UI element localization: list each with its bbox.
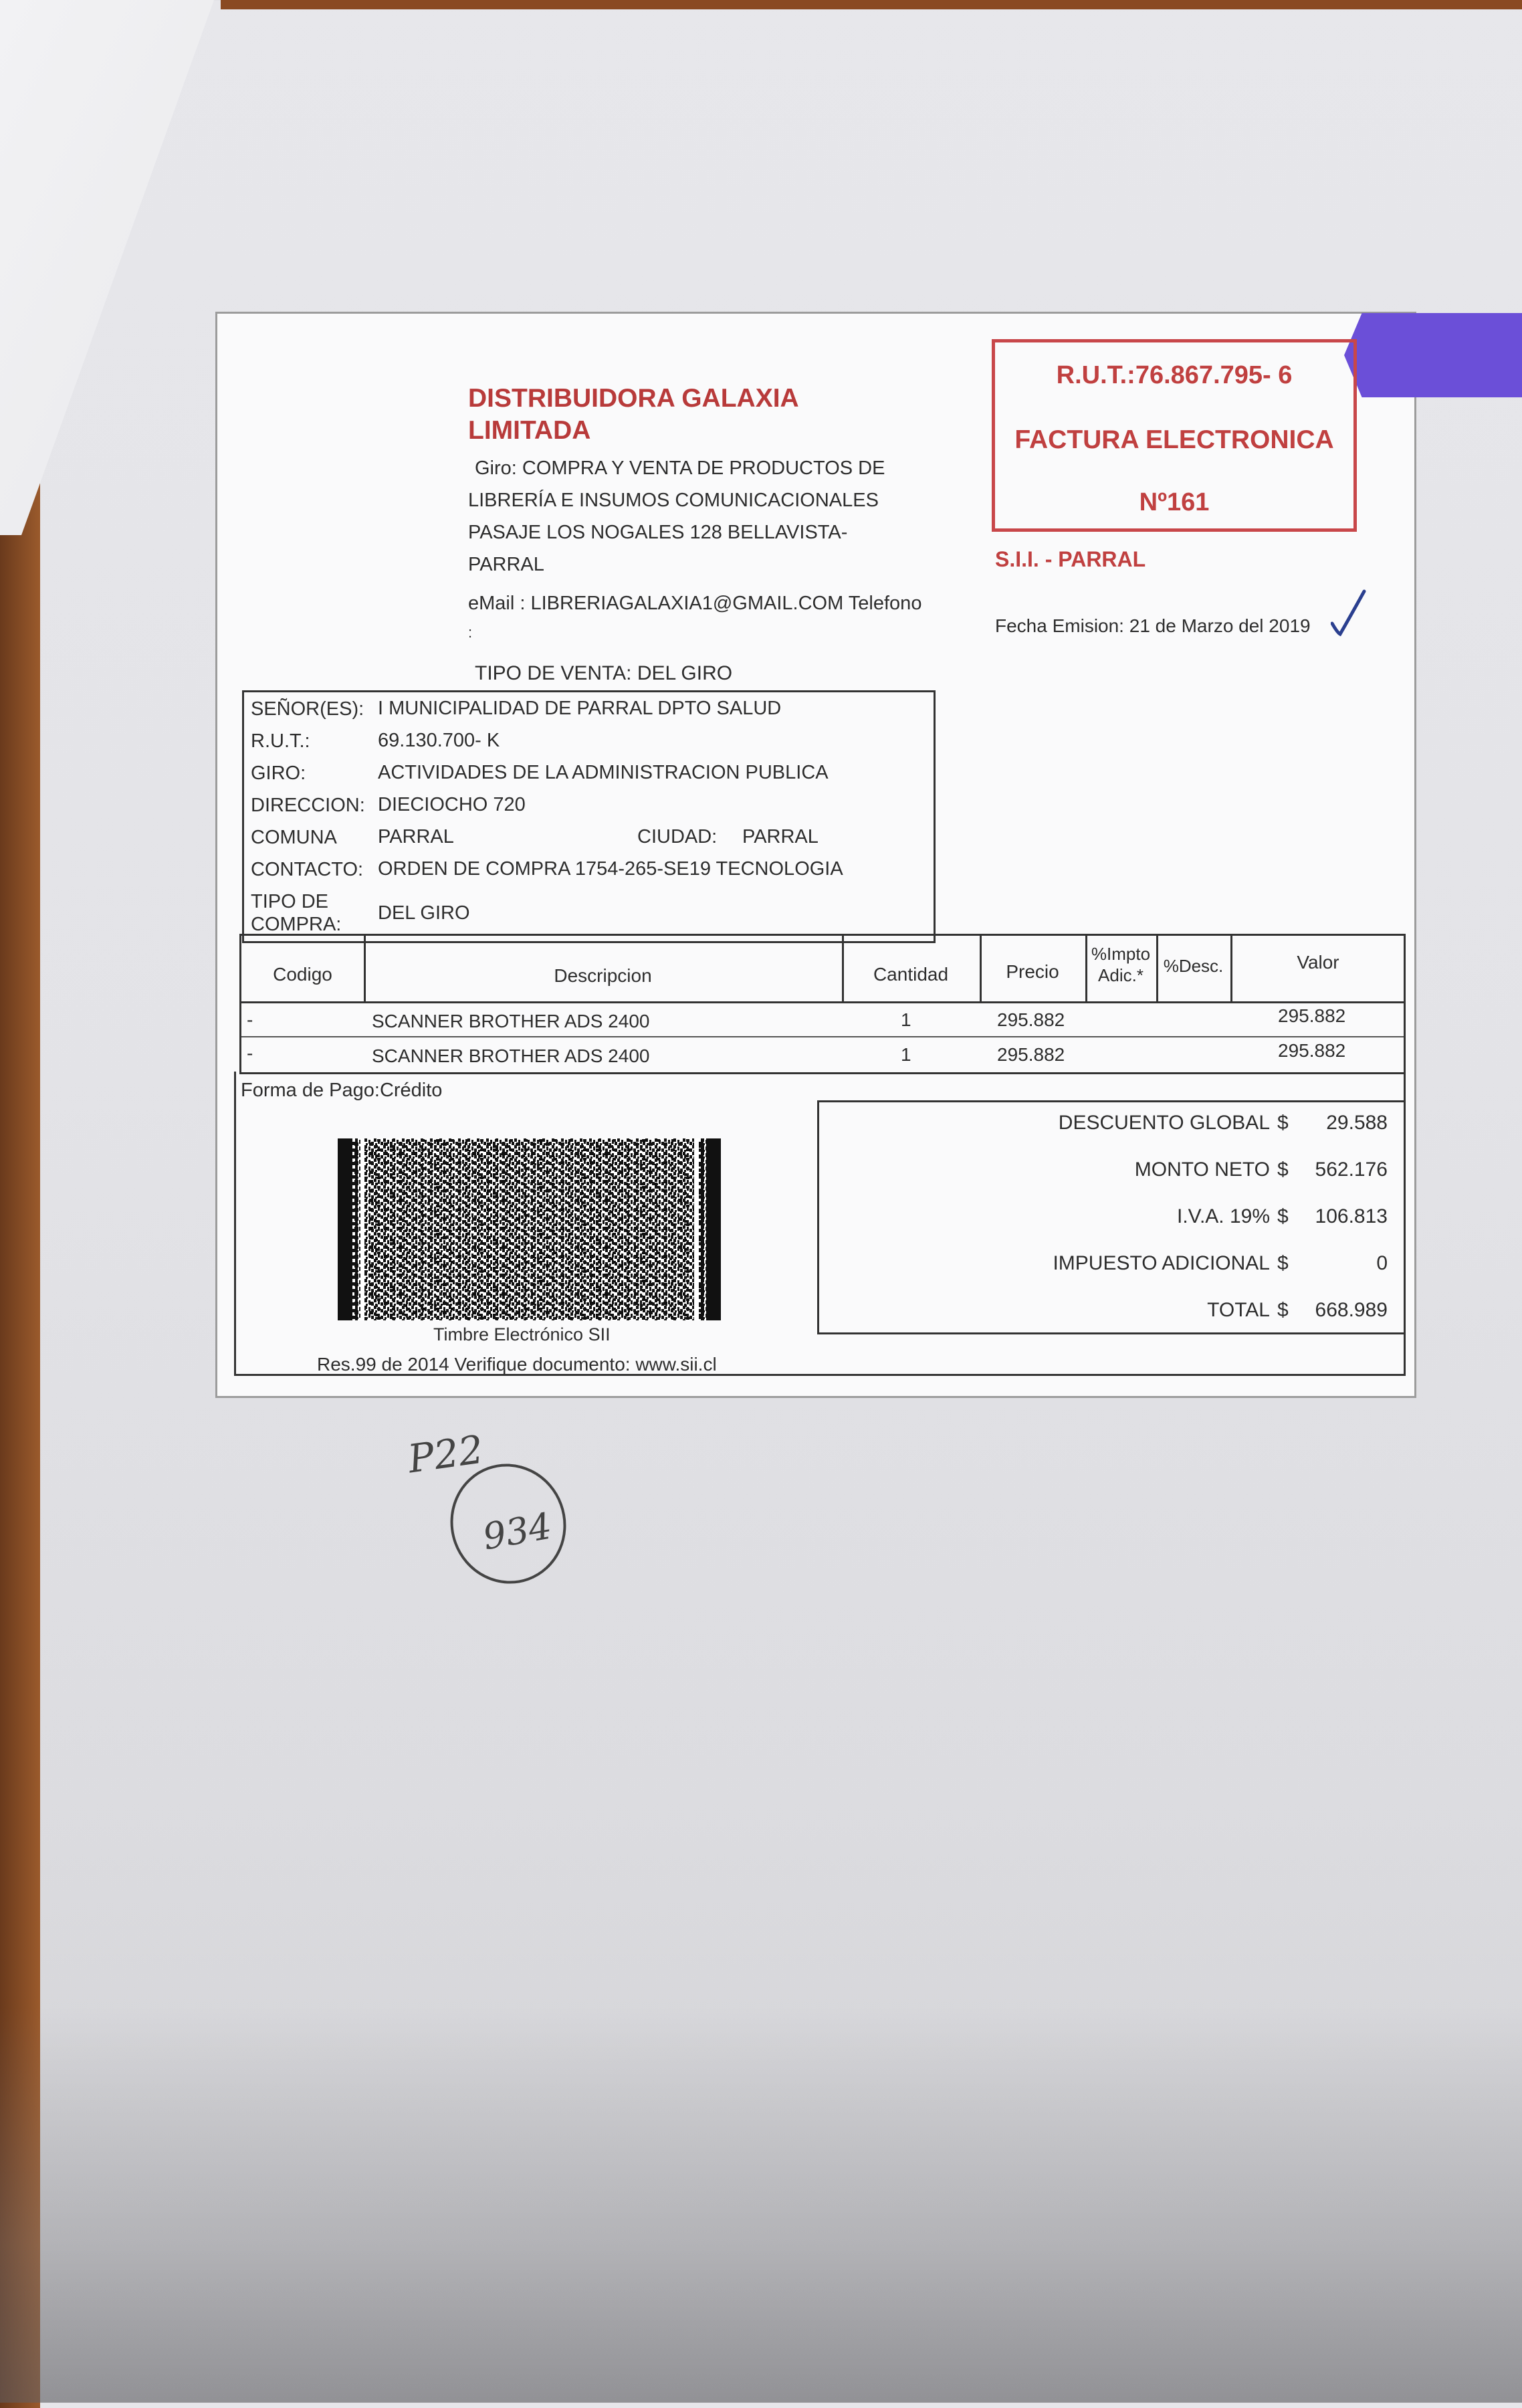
row-cantidad: 1: [901, 1009, 911, 1030]
total-label: I.V.A. 19%: [1177, 1205, 1270, 1227]
payment-method: Forma de Pago:Crédito: [241, 1080, 443, 1101]
company-contact-colon: :: [468, 624, 473, 641]
total-label: TOTAL: [1207, 1299, 1270, 1321]
company-contact-line: eMail : LIBRERIAGALAXIA1@GMAIL.COM Telefono: [468, 593, 922, 614]
handwritten-circled-number: 934: [479, 1504, 555, 1559]
client-label: R.U.T.:: [251, 730, 310, 752]
client-value: DIECIOCHO 720: [378, 794, 526, 815]
company-giro-line1: Giro: COMPRA Y VENTA DE PRODUCTOS DE: [475, 458, 885, 479]
document-id-box: [992, 339, 1357, 532]
row-codigo: -: [247, 1043, 253, 1064]
currency-symbol: $: [1277, 1159, 1289, 1181]
header-desc: %Desc.: [1163, 956, 1224, 976]
company-name-line1: DISTRIBUIDORA GALAXIA: [468, 384, 799, 413]
client-label: CONTACTO:: [251, 859, 364, 880]
total-value: 106.813: [1315, 1205, 1388, 1227]
total-value: 0: [1376, 1252, 1388, 1274]
client-label: COMUNA: [251, 827, 337, 848]
client-label: SEÑOR(ES):: [251, 698, 364, 720]
row-valor: 295.882: [1278, 1040, 1346, 1061]
row-descripcion: SCANNER BROTHER ADS 2400: [372, 1011, 650, 1031]
total-value: 668.989: [1315, 1299, 1388, 1321]
total-label: IMPUESTO ADICIONAL: [1053, 1252, 1270, 1274]
header-precio: Precio: [1006, 961, 1059, 982]
client-label: DIRECCION:: [251, 795, 365, 816]
paper-fold: [0, 0, 214, 535]
total-row-impuesto: [819, 1252, 1404, 1279]
handwritten-note: P22: [405, 1426, 487, 1482]
ciudad-value: PARRAL: [742, 826, 819, 847]
client-value: ACTIVIDADES DE LA ADMINISTRACION PUBLICA: [378, 762, 829, 783]
currency-symbol: $: [1277, 1252, 1289, 1274]
total-value: 29.588: [1326, 1112, 1388, 1134]
company-address-line1: PASAJE LOS NOGALES 128 BELLAVISTA-: [468, 522, 848, 543]
row-divider: [241, 1036, 1404, 1037]
client-label: GIRO:: [251, 763, 306, 784]
issuer-rut: R.U.T.:76.867.795- 6: [1056, 361, 1293, 389]
row-valor: 295.882: [1278, 1005, 1346, 1026]
total-row-total: [819, 1299, 1404, 1326]
background-surface-top: [221, 0, 1522, 9]
tipo-compra-label-2: COMPRA:: [251, 914, 342, 935]
sii-resolution: Res.99 de 2014 Verifique documento: www.sii.cl: [317, 1354, 717, 1375]
header-descripcion: Descripcion: [554, 965, 652, 986]
company-name: [468, 383, 896, 447]
header-valor: Valor: [1297, 952, 1339, 973]
header-codigo: Codigo: [273, 964, 332, 985]
company-name-line2: LIMITADA: [468, 416, 591, 445]
timbre-barcode: [338, 1138, 721, 1320]
ciudad-label: CIUDAD:: [637, 826, 718, 847]
sii-office: S.I.I. - PARRAL: [995, 547, 1146, 571]
items-table: [239, 934, 1406, 1074]
timbre-label: Timbre Electrónico SII: [433, 1324, 611, 1344]
purple-sticky-tab: [1344, 313, 1522, 397]
row-cantidad: 1: [901, 1044, 911, 1065]
total-value: 562.176: [1315, 1159, 1388, 1181]
row-precio: 295.882: [997, 1009, 1065, 1030]
document-number: Nº161: [1139, 488, 1210, 516]
row-descripcion: SCANNER BROTHER ADS 2400: [372, 1045, 650, 1066]
issue-date: Fecha Emision: 21 de Marzo del 2019: [995, 615, 1311, 636]
company-giro-line2: LIBRERÍA E INSUMOS COMUNICACIONALES: [468, 490, 879, 511]
items-table-header: [241, 936, 1404, 1003]
currency-symbol: $: [1277, 1299, 1289, 1321]
document-title: FACTURA ELECTRONICA: [1014, 425, 1334, 454]
photo-shadow: [0, 2007, 1522, 2403]
company-address-line2: PARRAL: [468, 554, 544, 575]
row-precio: 295.882: [997, 1044, 1065, 1065]
client-value: ORDEN DE COMPRA 1754-265-SE19 TECNOLOGIA: [378, 858, 843, 880]
total-row-descuento: [819, 1112, 1404, 1138]
header-impto-adic: Adic.*: [1098, 965, 1144, 985]
total-row-neto: [819, 1159, 1404, 1185]
tipo-compra-label-1: TIPO DE: [251, 891, 329, 912]
totals-box: [817, 1100, 1406, 1334]
currency-symbol: $: [1277, 1205, 1289, 1227]
total-row-iva: [819, 1205, 1404, 1232]
total-label: DESCUENTO GLOBAL: [1058, 1112, 1270, 1134]
header-cantidad: Cantidad: [873, 964, 949, 985]
client-details-box: [242, 690, 936, 943]
checkmark-icon: [1331, 589, 1371, 662]
total-label: MONTO NETO: [1134, 1159, 1270, 1181]
tipo-venta: TIPO DE VENTA: DEL GIRO: [475, 662, 733, 684]
client-value: I MUNICIPALIDAD DE PARRAL DPTO SALUD: [378, 698, 782, 719]
header-impto: %Impto: [1091, 944, 1151, 964]
currency-symbol: $: [1277, 1112, 1289, 1134]
tipo-compra-value: DEL GIRO: [378, 902, 470, 924]
row-codigo: -: [247, 1009, 253, 1030]
client-value: PARRAL: [378, 826, 454, 847]
client-value: 69.130.700- K: [378, 730, 500, 751]
